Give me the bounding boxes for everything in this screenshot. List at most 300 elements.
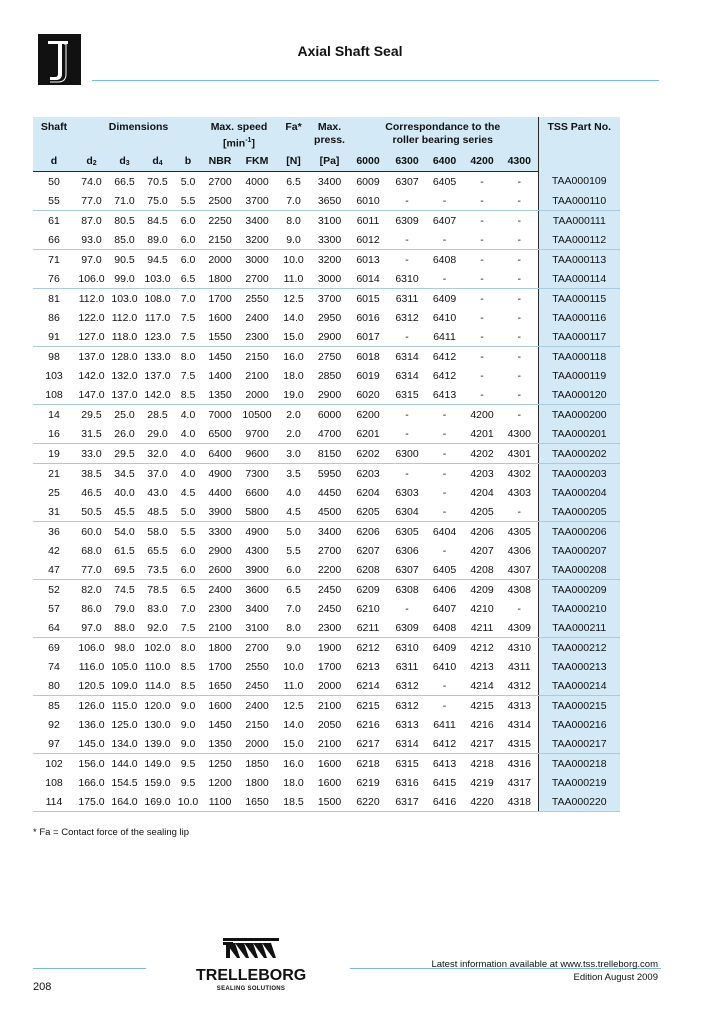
table-cell: 6219 bbox=[356, 776, 380, 789]
part-number-cell: TAA000203 bbox=[538, 464, 620, 484]
table-cell: 4317 bbox=[507, 776, 531, 789]
table-cell: 4000 bbox=[245, 175, 269, 188]
footnote: * Fa = Contact force of the sealing lip bbox=[33, 827, 190, 838]
table-cell: 106.0 bbox=[78, 641, 105, 654]
table-cell: 6.0 bbox=[174, 230, 202, 250]
table-cell: 2100 bbox=[202, 618, 238, 638]
table-row bbox=[33, 483, 620, 502]
table-cell: 85 bbox=[48, 699, 60, 712]
part-number-cell: TAA000209 bbox=[538, 580, 620, 600]
page-number: 208 bbox=[33, 981, 52, 993]
table-cell: 6307 bbox=[395, 175, 419, 188]
table-cell: 8.5 bbox=[180, 660, 196, 673]
table-cell: 8.5 bbox=[174, 676, 202, 696]
nbr-header: NBR bbox=[202, 151, 238, 172]
part-number-cell: TAA000109 bbox=[538, 172, 620, 192]
table-cell: 6214 bbox=[348, 676, 388, 696]
table-cell: 82.0 bbox=[81, 583, 102, 596]
table-cell: 6412 bbox=[432, 369, 457, 382]
table-cell: - bbox=[426, 676, 463, 696]
table-cell: - bbox=[480, 292, 484, 305]
table-cell: 122.0 bbox=[78, 311, 105, 324]
table-row bbox=[33, 269, 620, 289]
table-cell: 6012 bbox=[348, 230, 388, 250]
part-number-cell: TAA000115 bbox=[538, 289, 620, 309]
table-cell: 6410 bbox=[432, 311, 457, 324]
table-cell: 4700 bbox=[311, 424, 348, 444]
table-row bbox=[33, 773, 620, 792]
seal-profile-logo bbox=[38, 34, 81, 85]
table-cell: 70.5 bbox=[147, 175, 168, 188]
table-cell: 69 bbox=[48, 641, 60, 654]
table-cell: 6208 bbox=[348, 560, 388, 580]
table-cell: 6009 bbox=[356, 175, 380, 188]
table-cell: 97.0 bbox=[81, 253, 102, 266]
table-cell: 2250 bbox=[208, 214, 232, 227]
table-cell: 3300 bbox=[311, 230, 348, 250]
table-cell: 61.5 bbox=[114, 544, 135, 557]
table-cell: 61 bbox=[48, 214, 60, 227]
table-cell: 103.0 bbox=[111, 292, 138, 305]
part-number-cell: TAA000217 bbox=[538, 734, 620, 754]
table-cell: - bbox=[463, 230, 501, 250]
table-cell: 1450 bbox=[208, 718, 232, 731]
part-number-cell: TAA000208 bbox=[538, 560, 620, 580]
part-number-cell: TAA000112 bbox=[538, 230, 620, 250]
table-cell: 2200 bbox=[311, 560, 348, 580]
table-cell: 11.0 bbox=[276, 269, 311, 289]
table-cell: 6202 bbox=[348, 444, 388, 464]
table-cell: 6405 bbox=[432, 175, 457, 188]
table-cell: 98 bbox=[48, 350, 60, 363]
table-cell: 5.0 bbox=[286, 525, 301, 538]
table-cell: 3000 bbox=[311, 269, 348, 289]
table-cell: 4400 bbox=[208, 486, 232, 499]
table-cell: 57 bbox=[48, 602, 60, 615]
table-cell: 6500 bbox=[202, 424, 238, 444]
table-cell: 1800 bbox=[208, 641, 232, 654]
part-number-cell: TAA000117 bbox=[538, 327, 620, 347]
table-cell: 6312 bbox=[388, 676, 426, 696]
table-cell: 54.0 bbox=[114, 525, 135, 538]
table-cell: 94.5 bbox=[147, 253, 168, 266]
table-cell: 3400 bbox=[245, 214, 269, 227]
table-cell: 9.5 bbox=[180, 776, 196, 789]
table-cell: 6315 bbox=[395, 757, 419, 770]
table-cell: 6304 bbox=[388, 502, 426, 522]
table-cell: 6408 bbox=[426, 618, 463, 638]
table-row bbox=[33, 250, 620, 270]
table-cell: 1450 bbox=[208, 350, 232, 363]
table-cell: - bbox=[480, 214, 484, 227]
table-cell: 164.0 bbox=[108, 792, 141, 812]
table-row bbox=[33, 580, 620, 600]
header-rule bbox=[92, 80, 659, 81]
table-cell: 7.0 bbox=[180, 602, 196, 615]
table-row bbox=[33, 560, 620, 580]
table-cell: 4306 bbox=[507, 544, 531, 557]
table-row bbox=[33, 444, 620, 464]
table-cell: 6000 bbox=[317, 408, 342, 421]
table-cell: 10.0 bbox=[283, 660, 304, 673]
table-cell: 18.0 bbox=[283, 369, 304, 382]
table-cell: 6406 bbox=[432, 583, 457, 596]
table-cell: 65.5 bbox=[147, 544, 168, 557]
table-cell: 16.0 bbox=[283, 757, 304, 770]
table-cell: 127.0 bbox=[75, 327, 108, 347]
d3-header: $d_3$ bbox=[108, 151, 141, 172]
table-cell: 90.5 bbox=[114, 253, 135, 266]
table-cell: - bbox=[517, 292, 521, 305]
table-cell: - bbox=[405, 602, 409, 615]
table-cell: 6.5 bbox=[174, 269, 202, 289]
table-cell: 6410 bbox=[432, 660, 457, 673]
table-cell: 6413 bbox=[432, 757, 457, 770]
table-cell: 2400 bbox=[245, 699, 269, 712]
table-cell: 4.5 bbox=[276, 502, 311, 522]
table-cell: 34.5 bbox=[114, 467, 135, 480]
table-cell: 4316 bbox=[507, 757, 531, 770]
table-cell: 48.5 bbox=[141, 502, 174, 522]
table-cell: 87.0 bbox=[81, 214, 102, 227]
table-cell: 38.5 bbox=[81, 467, 102, 480]
table-cell: 3100 bbox=[317, 214, 342, 227]
table-cell: 71.0 bbox=[108, 191, 141, 211]
table-cell: 93.0 bbox=[75, 230, 108, 250]
table-cell: 7.5 bbox=[180, 311, 196, 324]
part-number-cell: TAA000206 bbox=[538, 522, 620, 542]
table-cell: - bbox=[480, 350, 484, 363]
table-cell: 6416 bbox=[426, 792, 463, 812]
trelleborg-mark-icon bbox=[222, 938, 280, 958]
table-cell: 114.0 bbox=[141, 676, 174, 696]
table-cell: 154.5 bbox=[111, 776, 138, 789]
table-cell: 6.0 bbox=[180, 214, 196, 227]
table-cell: 166.0 bbox=[78, 776, 105, 789]
table-cell: 2150 bbox=[245, 350, 269, 363]
table-cell: 2450 bbox=[317, 583, 342, 596]
table-cell: - bbox=[517, 214, 521, 227]
table-cell: 4313 bbox=[507, 699, 531, 712]
table-cell: 6204 bbox=[356, 486, 380, 499]
table-cell: 2550 bbox=[245, 660, 269, 673]
table-cell: 6312 bbox=[395, 699, 419, 712]
part-number-cell: TAA000202 bbox=[538, 444, 620, 464]
table-cell: 1350 bbox=[202, 734, 238, 754]
table-cell: 7.5 bbox=[174, 618, 202, 638]
series-4300-header: 4300 bbox=[501, 151, 538, 172]
table-cell: 4.5 bbox=[180, 486, 196, 499]
table-cell: - bbox=[501, 327, 538, 347]
table-cell: 42 bbox=[48, 544, 60, 557]
table-cell: 86 bbox=[48, 311, 60, 324]
table-cell: 33.0 bbox=[75, 444, 108, 464]
table-cell: 6317 bbox=[388, 792, 426, 812]
table-cell: 120.0 bbox=[144, 699, 171, 712]
table-cell: 4302 bbox=[507, 467, 531, 480]
table-cell: 1250 bbox=[208, 757, 232, 770]
table-row bbox=[33, 638, 620, 658]
table-cell: - bbox=[517, 311, 521, 324]
table-cell: - bbox=[501, 502, 538, 522]
table-cell: 132.0 bbox=[111, 369, 138, 382]
table-cell: 106.0 bbox=[75, 269, 108, 289]
table-cell: 9.0 bbox=[180, 718, 196, 731]
table-cell: 126.0 bbox=[78, 699, 105, 712]
table-cell: - bbox=[463, 327, 501, 347]
table-cell: 6303 bbox=[395, 486, 419, 499]
table-cell: 2900 bbox=[208, 544, 232, 557]
table-cell: 120.5 bbox=[75, 676, 108, 696]
table-cell: 4311 bbox=[507, 660, 531, 673]
table-cell: 4450 bbox=[317, 486, 342, 499]
part-number-cell: TAA000114 bbox=[538, 269, 620, 289]
table-cell: 7.5 bbox=[174, 327, 202, 347]
table-cell: 25 bbox=[48, 486, 60, 499]
table-cell: 4315 bbox=[501, 734, 538, 754]
table-cell: 9.0 bbox=[286, 641, 301, 654]
table-cell: 6211 bbox=[348, 618, 388, 638]
d4-header: $d_4$ bbox=[141, 151, 174, 172]
table-cell: 103.0 bbox=[141, 269, 174, 289]
table-cell: 2700 bbox=[245, 641, 269, 654]
table-cell: 2100 bbox=[317, 699, 342, 712]
table-cell: 2050 bbox=[317, 718, 342, 731]
table-row bbox=[33, 308, 620, 327]
table-cell: 4207 bbox=[470, 544, 494, 557]
table-cell: 105.0 bbox=[111, 660, 138, 673]
table-cell: 6306 bbox=[395, 544, 419, 557]
table-cell: 5.5 bbox=[174, 191, 202, 211]
table-cell: 112.0 bbox=[78, 292, 105, 305]
table-row bbox=[33, 715, 620, 734]
table-cell: 29.5 bbox=[81, 408, 102, 421]
table-cell: 92 bbox=[48, 718, 60, 731]
table-cell: 6309 bbox=[395, 214, 419, 227]
table-cell: 12.5 bbox=[283, 292, 304, 305]
part-number-cell: TAA000120 bbox=[538, 385, 620, 405]
table-cell: - bbox=[426, 269, 463, 289]
table-cell: 4.0 bbox=[286, 486, 301, 499]
table-cell: 4305 bbox=[507, 525, 531, 538]
table-cell: 4300 bbox=[501, 424, 538, 444]
table-cell: 3700 bbox=[238, 191, 276, 211]
table-cell: 11.0 bbox=[276, 676, 311, 696]
table-cell: 47 bbox=[33, 560, 75, 580]
table-cell: 7.0 bbox=[276, 191, 311, 211]
table-cell: 8.5 bbox=[174, 385, 202, 405]
table-cell: 7.5 bbox=[180, 369, 196, 382]
table-cell: 6216 bbox=[356, 718, 380, 731]
table-cell: 4300 bbox=[245, 544, 269, 557]
table-cell: - bbox=[426, 191, 463, 211]
page-title: Axial Shaft Seal bbox=[297, 43, 403, 59]
table-cell: 4217 bbox=[463, 734, 501, 754]
table-cell: 89.0 bbox=[141, 230, 174, 250]
table-cell: 136.0 bbox=[78, 718, 105, 731]
table-cell: 1850 bbox=[245, 757, 269, 770]
table-cell: 2700 bbox=[208, 175, 232, 188]
table-cell: - bbox=[480, 253, 484, 266]
table-cell: 3600 bbox=[245, 583, 269, 596]
table-cell: 18.0 bbox=[283, 776, 304, 789]
table-body bbox=[33, 172, 620, 812]
table-row bbox=[33, 405, 620, 425]
website-note: Latest information available at www.tss.trelleborg.com bbox=[431, 959, 658, 970]
table-cell: - bbox=[405, 253, 409, 266]
table-cell: 3400 bbox=[317, 525, 342, 538]
table-cell: 6.0 bbox=[276, 560, 311, 580]
bearing-series-header: Correspondance to the roller bearing series bbox=[348, 117, 538, 151]
table-cell: 7000 bbox=[208, 408, 232, 421]
table-cell: 18.5 bbox=[276, 792, 311, 812]
table-row bbox=[33, 522, 620, 542]
table-cell: 6218 bbox=[356, 757, 380, 770]
table-cell: 50 bbox=[48, 175, 60, 188]
table-cell: 2900 bbox=[311, 385, 348, 405]
table-cell: 6411 bbox=[433, 718, 456, 731]
table-cell: - bbox=[388, 230, 426, 250]
part-number-cell: TAA000219 bbox=[538, 773, 620, 792]
table-cell: 4900 bbox=[245, 525, 269, 538]
table-cell: 4202 bbox=[463, 444, 501, 464]
table-cell: 1350 bbox=[202, 385, 238, 405]
table-cell: 6311 bbox=[395, 660, 419, 673]
table-cell: 6405 bbox=[426, 560, 463, 580]
table-cell: 9.0 bbox=[174, 734, 202, 754]
table-cell: 64 bbox=[33, 618, 75, 638]
table-row bbox=[33, 676, 620, 696]
part-number-cell: TAA000216 bbox=[538, 715, 620, 734]
table-cell: 130.0 bbox=[144, 718, 171, 731]
table-cell: 9600 bbox=[238, 444, 276, 464]
table-cell: 80 bbox=[33, 676, 75, 696]
table-cell: 4220 bbox=[463, 792, 501, 812]
table-cell: 4314 bbox=[507, 718, 531, 731]
fa-header: Fa* bbox=[276, 117, 311, 151]
table-cell: 14.0 bbox=[283, 311, 304, 324]
table-cell: 31.5 bbox=[75, 424, 108, 444]
table-cell: 4312 bbox=[501, 676, 538, 696]
table-cell: 144.0 bbox=[111, 757, 138, 770]
table-cell: 5.5 bbox=[180, 525, 196, 538]
table-cell: - bbox=[442, 544, 447, 557]
table-cell: 6015 bbox=[356, 292, 380, 305]
table-cell: 81 bbox=[48, 292, 60, 305]
table-cell: 137.0 bbox=[78, 350, 105, 363]
part-number-cell: TAA000215 bbox=[538, 696, 620, 716]
table-cell: 7300 bbox=[245, 467, 269, 480]
table-cell: 6412 bbox=[432, 350, 457, 363]
table-cell: 77.0 bbox=[75, 560, 108, 580]
table-row bbox=[33, 385, 620, 405]
table-cell: 8.0 bbox=[276, 618, 311, 638]
table-cell: 4318 bbox=[501, 792, 538, 812]
table-cell: - bbox=[517, 602, 521, 615]
table-cell: 175.0 bbox=[75, 792, 108, 812]
table-row bbox=[33, 327, 620, 347]
table-cell: 4301 bbox=[501, 444, 538, 464]
table-cell: 5800 bbox=[238, 502, 276, 522]
table-cell: 6300 bbox=[388, 444, 426, 464]
table-cell: 68.0 bbox=[81, 544, 102, 557]
table-cell: 2300 bbox=[238, 327, 276, 347]
table-cell: 3900 bbox=[238, 560, 276, 580]
table-cell: 99.0 bbox=[108, 269, 141, 289]
table-cell: - bbox=[501, 385, 538, 405]
table-cell: 4218 bbox=[470, 757, 494, 770]
table-cell: 1900 bbox=[317, 641, 342, 654]
table-cell: - bbox=[426, 502, 463, 522]
table-cell: 5.0 bbox=[174, 502, 202, 522]
table-cell: 6200 bbox=[356, 408, 380, 421]
part-number-cell: TAA000110 bbox=[538, 191, 620, 211]
table-cell: 147.0 bbox=[75, 385, 108, 405]
table-cell: 2150 bbox=[202, 230, 238, 250]
part-number-cell: TAA000118 bbox=[538, 347, 620, 367]
table-cell: 2950 bbox=[317, 311, 342, 324]
table-cell: 6213 bbox=[356, 660, 380, 673]
brand-name: TRELLEBORG bbox=[196, 967, 307, 984]
table-cell: 2700 bbox=[238, 269, 276, 289]
table-cell: 1600 bbox=[317, 757, 342, 770]
table-cell: 103 bbox=[45, 369, 63, 382]
part-number-cell: TAA000119 bbox=[538, 366, 620, 385]
table-cell: 6409 bbox=[432, 641, 457, 654]
table-cell: - bbox=[517, 350, 521, 363]
table-cell: 108 bbox=[33, 385, 75, 405]
table-cell: 2450 bbox=[317, 602, 342, 615]
table-cell: 1650 bbox=[238, 792, 276, 812]
table-cell: 4309 bbox=[501, 618, 538, 638]
table-cell: - bbox=[517, 175, 521, 188]
table-cell: 12.5 bbox=[283, 699, 304, 712]
table-cell: 66.5 bbox=[114, 175, 135, 188]
table-cell: 108.0 bbox=[144, 292, 171, 305]
table-cell: 108 bbox=[45, 776, 63, 789]
table-cell: - bbox=[388, 424, 426, 444]
table-cell: 5.5 bbox=[286, 544, 301, 557]
table-cell: 6309 bbox=[388, 618, 426, 638]
part-number-cell: TAA000113 bbox=[538, 250, 620, 270]
table-cell: 2.0 bbox=[286, 408, 301, 421]
table-cell: 2850 bbox=[317, 369, 342, 382]
footer-rule-left bbox=[33, 968, 146, 969]
table-cell: 4216 bbox=[470, 718, 494, 731]
table-cell: 55 bbox=[33, 191, 75, 211]
table-cell: - bbox=[426, 444, 463, 464]
series-6300-header: 6300 bbox=[388, 151, 426, 172]
table-cell: 102.0 bbox=[144, 641, 171, 654]
table-cell: 6.5 bbox=[180, 583, 196, 596]
max-speed-header: Max. speed $[\min^{-1}]$ bbox=[202, 117, 276, 151]
table-cell: 69.5 bbox=[108, 560, 141, 580]
part-number-cell: TAA000200 bbox=[538, 405, 620, 425]
table-cell: 4219 bbox=[470, 776, 494, 789]
table-cell: 115.0 bbox=[111, 699, 138, 712]
table-cell: 112.0 bbox=[111, 311, 138, 324]
table-cell: 3200 bbox=[238, 230, 276, 250]
table-cell: 6.0 bbox=[180, 253, 196, 266]
table-cell: 37.0 bbox=[147, 467, 168, 480]
table-cell: 4213 bbox=[470, 660, 494, 673]
table-cell: 2750 bbox=[317, 350, 342, 363]
table-cell: 2100 bbox=[311, 734, 348, 754]
table-cell: 2400 bbox=[208, 583, 232, 596]
table-row bbox=[33, 502, 620, 522]
table-cell: 1800 bbox=[245, 776, 269, 789]
table-cell: - bbox=[517, 408, 521, 421]
